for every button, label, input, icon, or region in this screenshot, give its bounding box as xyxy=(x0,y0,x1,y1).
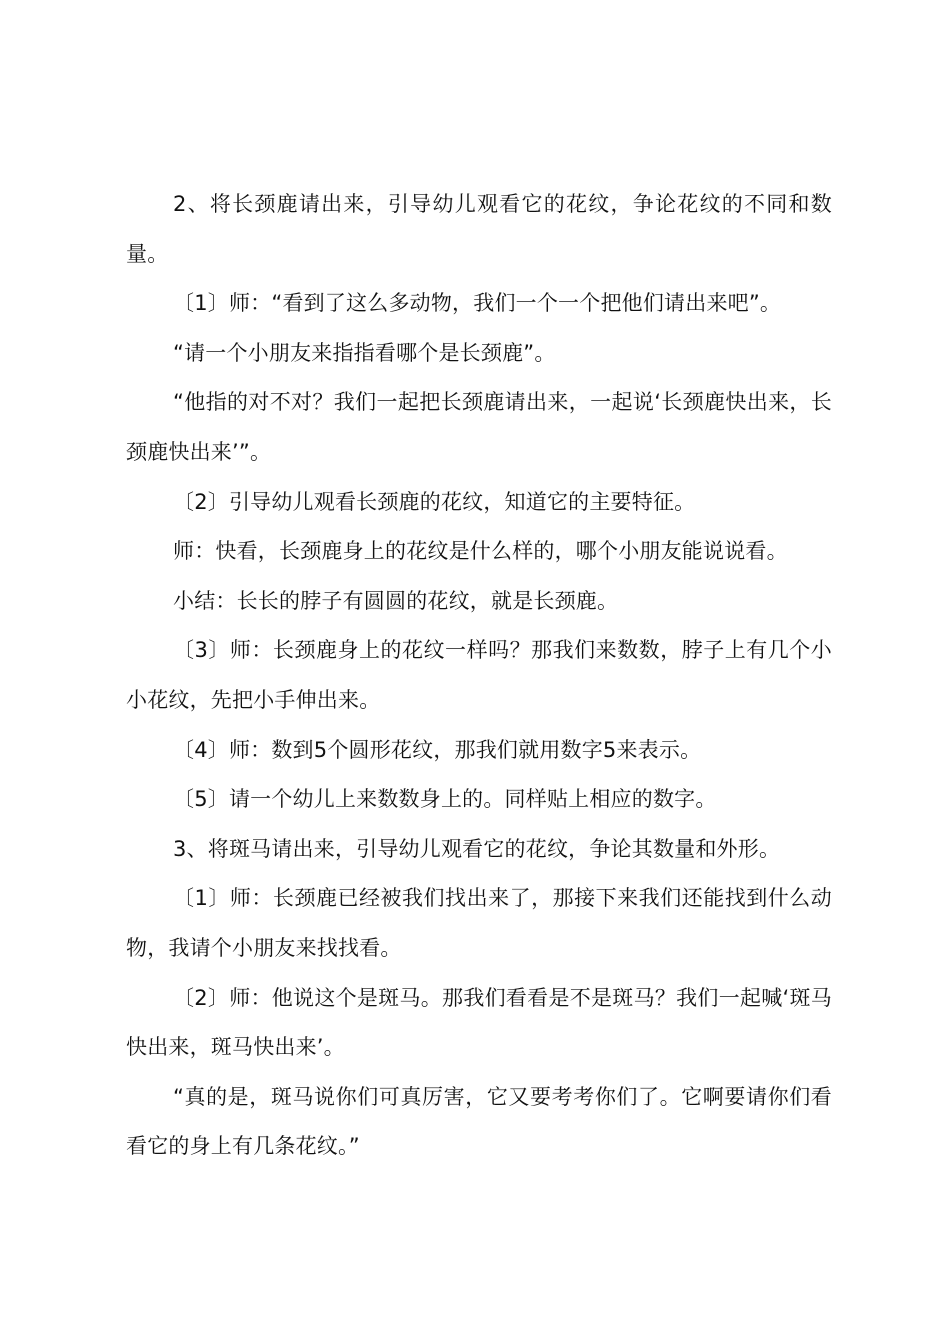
paragraph-giraffe-call: “他指的对不对？我们一起把长颈鹿请出来，一起说‘长颈鹿快出来，长颈鹿快出来’”。 xyxy=(126,390,832,464)
paragraph-giraffe-5: 〔5〕请一个幼儿上来数数身上的。同样贴上相应的数字。 xyxy=(173,787,717,812)
paragraph-giraffe-3: 〔3〕师：长颈鹿身上的花纹一样吗？那我们来数数，脖子上有几个小小花纹，先把小手伸出来。 xyxy=(126,638,832,712)
paragraph-summary: 小结：长长的脖子有圆圆的花纹，就是长颈鹿。 xyxy=(173,588,619,613)
document-body xyxy=(126,180,832,1172)
paragraph-zebra-1: 〔1〕师：长颈鹿已经被我们找出来了，那接下来我们还能找到什么动物，我请个小朋友来找找看。 xyxy=(126,886,832,960)
paragraph-teacher-look: 师：快看，长颈鹿身上的花纹是什么样的，哪个小朋友能说说看。 xyxy=(173,539,788,564)
paragraph-giraffe-1: 〔1〕师：“看到了这么多动物，我们一个一个把他们请出来吧”。 xyxy=(173,291,782,316)
paragraph-giraffe-ask: “请一个小朋友来指指看哪个是长颈鹿”。 xyxy=(173,340,556,365)
paragraph-zebra-quote: “真的是，斑马说你们可真厉害，它又要考考你们了。它啊要请你们看看它的身上有几条花纹。” xyxy=(126,1084,832,1159)
paragraph-giraffe-4: 〔4〕师：数到5个圆形花纹，那我们就用数字5来表示。 xyxy=(173,737,702,762)
paragraph-zebra-2: 〔2〕师：他说这个是斑马。那我们看看是不是斑马？我们一起喊‘斑马快出来，斑马快出来’。 xyxy=(126,985,832,1060)
paragraph-step-2-giraffe: 2、将长颈鹿请出来，引导幼儿观看它的花纹，争论花纹的不同和数量。 xyxy=(126,192,832,266)
paragraph-giraffe-2: 〔2〕引导幼儿观看长颈鹿的花纹，知道它的主要特征。 xyxy=(173,489,696,514)
paragraph-step-3-zebra: 3、将斑马请出来，引导幼儿观看它的花纹，争论其数量和外形。 xyxy=(173,836,781,861)
